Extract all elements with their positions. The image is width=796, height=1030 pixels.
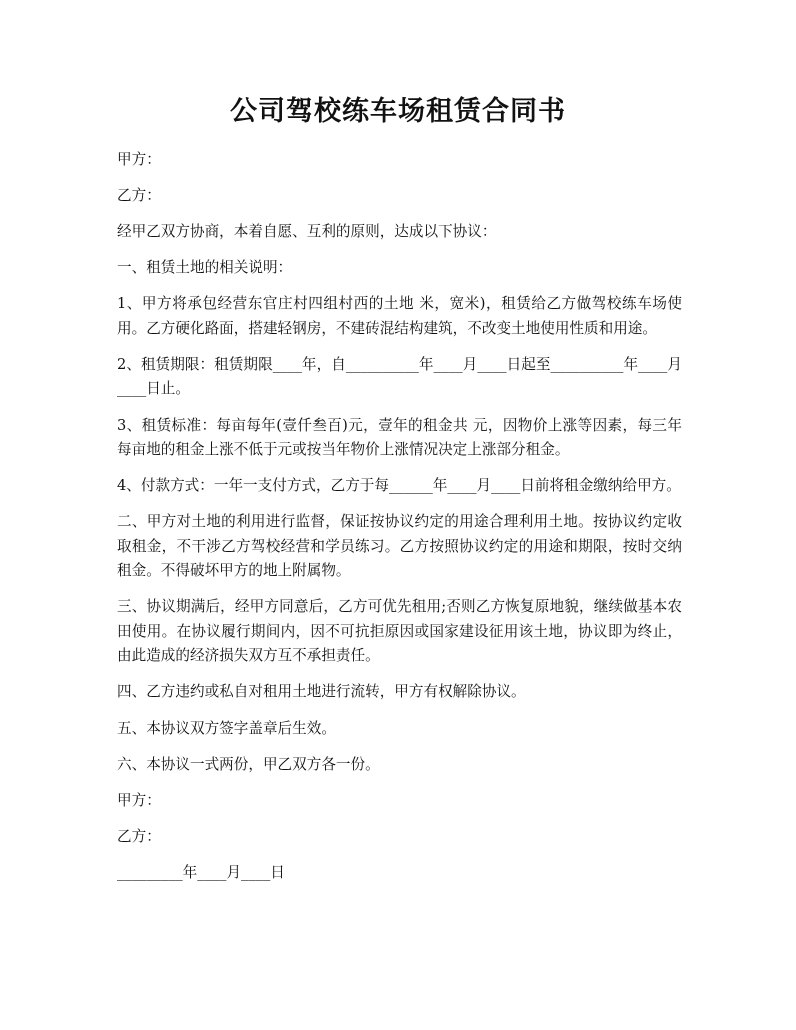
preamble: 经甲乙双方协商，本着自愿、互利的原则，达成以下协议： <box>117 223 497 241</box>
clause-1-4: 4、付款方式：一年一支付方式，乙方于每______年____月____日前将租金缴纳给甲方。 <box>117 477 681 495</box>
document-body <box>117 148 682 897</box>
signature-date: _________年____月____日 <box>117 863 285 881</box>
document-title: 公司驾校练车场租赁合同书 <box>230 96 566 127</box>
clause-1-1: 1、甲方将承包经营东官庄村四组村西的土地 米，宽米)，租赁给乙方做驾校练车场使用。乙方硬化路面，搭建轻钢房，不建砖混结构建筑，不改变土地使用性质和用途。 <box>117 295 682 337</box>
section-6: 六、本协议一式两份，甲乙双方各一份。 <box>117 755 380 773</box>
signature-party-b: 乙方： <box>117 827 161 845</box>
section-4: 四、乙方违约或私自对租用土地进行流转，甲方有权解除协议。 <box>117 683 526 701</box>
party-b-label: 乙方： <box>117 187 161 205</box>
clause-1-2: 2、租赁期限：租赁期限____年，自__________年____月____日起至__________年____月____日止。 <box>117 355 682 398</box>
party-a-label: 甲方： <box>117 151 161 168</box>
section-3: 三、协议期满后，经甲方同意后，乙方可优先租用;否则乙方恢复原地貌，继续做基本农田使用。在协议履行期间内，因不可抗拒原因或国家建设征用该土地，协议即为终止，由此造成的经济损失双方互不承担责任。 <box>117 598 682 665</box>
section-5: 五、本协议双方签字盖章后生效。 <box>117 719 336 737</box>
section-2: 二、甲方对土地的利用进行监督，保证按协议约定的用途合理利用土地。按协议约定收取租金，不干涉乙方驾校经营和学员练习。乙方按照协议约定的用途和期限，按时交纳租金。不得破坏甲方的地上附属物。 <box>117 513 682 580</box>
signature-party-a: 甲方： <box>117 791 161 809</box>
section-1-heading: 一、租赁土地的相关说明： <box>117 259 293 277</box>
clause-1-3: 3、租赁标准：每亩每年(壹仟叁百)元，壹年的租金共 元，因物价上涨等因素，每三年每亩地的租金上涨不低于元或按当年物价上涨情况决定上涨部分租金。 <box>117 416 682 459</box>
